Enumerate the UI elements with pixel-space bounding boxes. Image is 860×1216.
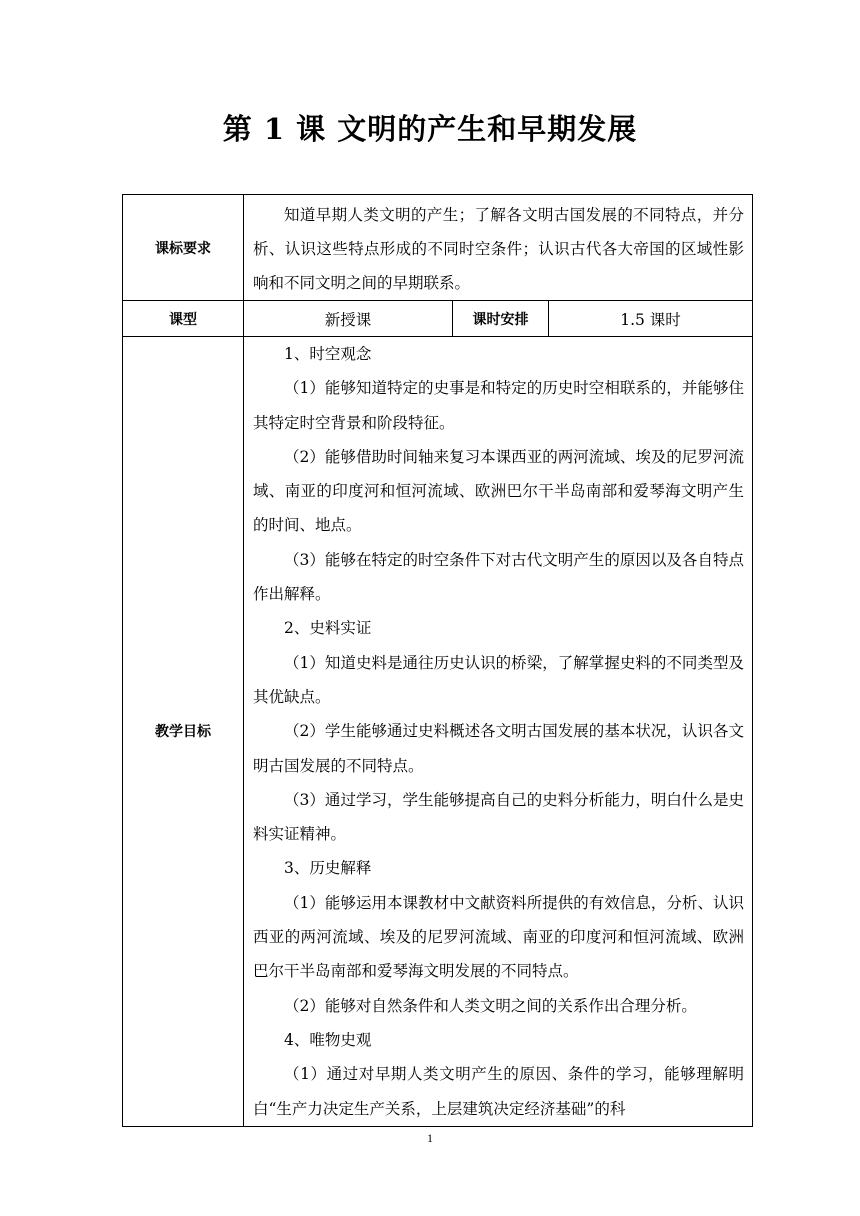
hours-value: 1.5 课时 [549, 301, 753, 337]
objective-heading: 1、时空观念 [284, 345, 372, 363]
standard-cell [244, 195, 753, 301]
objective-heading: 3、历史解释 [284, 859, 372, 878]
objective-item: （2）能够对自然条件和人类文明之间的关系作出合理分析。 [284, 996, 697, 1015]
standard-content: 知道早期人类文明的产生；了解各文明古国发展的不同特点，并分析、认识这些特点形成的不同时空条件；认识古代各大帝国的区域性影响和不同文明之间的早期联系。 [253, 206, 744, 292]
type-label: 课型 [123, 301, 244, 337]
objective-item: （1）能够知道特定的史事是和特定的历史时空相联系的，并能够住其特定时空背景和阶段特征。 [253, 379, 744, 432]
objective-heading: 4、唯物史观 [284, 1030, 372, 1049]
standard-row [123, 195, 753, 301]
objectives-row [123, 337, 753, 1127]
objective-item: （1）通过对早期人类文明产生的原因、条件的学习，能够理解明白“生产力决定生产关系，上层建筑决定经济基础”的科 [253, 1065, 744, 1118]
standard-label: 课标要求 [123, 195, 244, 301]
objective-item: （3）能够在特定的时空条件下对古代文明产生的原因以及各自特点作出解释。 [253, 550, 744, 604]
objective-heading: 2、史料实证 [284, 619, 372, 638]
objectives-cell [244, 337, 753, 1127]
objective-item: （2）能够借助时间轴来复习本课西亚的两河流域、埃及的尼罗河流域、南亚的印度河和恒河流域、欧洲巴尔干半岛南部和爱琴海文明产生的时间、地点。 [253, 447, 744, 535]
objective-item: （1）能够运用本课教材中文献资料所提供的有效信息，分析、认识西亚的两河流域、埃及的尼罗河流域、南亚的印度河和恒河流域、欧洲巴尔干半岛南部和爱琴海文明发展的不同特点。 [253, 893, 744, 981]
page-number: 1 [427, 1131, 433, 1145]
objective-item: （1）知道史料是通往历史认识的桥梁，了解掌握史料的不同类型及其优缺点。 [253, 653, 744, 706]
hours-label: 课时安排 [453, 301, 549, 337]
objective-item: （3）通过学习，学生能够提高自己的史料分析能力，明白什么是史料实证精神。 [253, 790, 744, 844]
objectives-label: 教学目标 [123, 337, 244, 1127]
type-row [123, 301, 753, 337]
page-title: 第 1 课 文明的产生和早期发展 [222, 112, 638, 146]
lesson-table [122, 194, 753, 1127]
objective-item: （2）学生能够通过史料概述各文明古国发展的基本状况，认识各文明古国发展的不同特点。 [253, 722, 744, 775]
type-value: 新授课 [244, 301, 453, 337]
